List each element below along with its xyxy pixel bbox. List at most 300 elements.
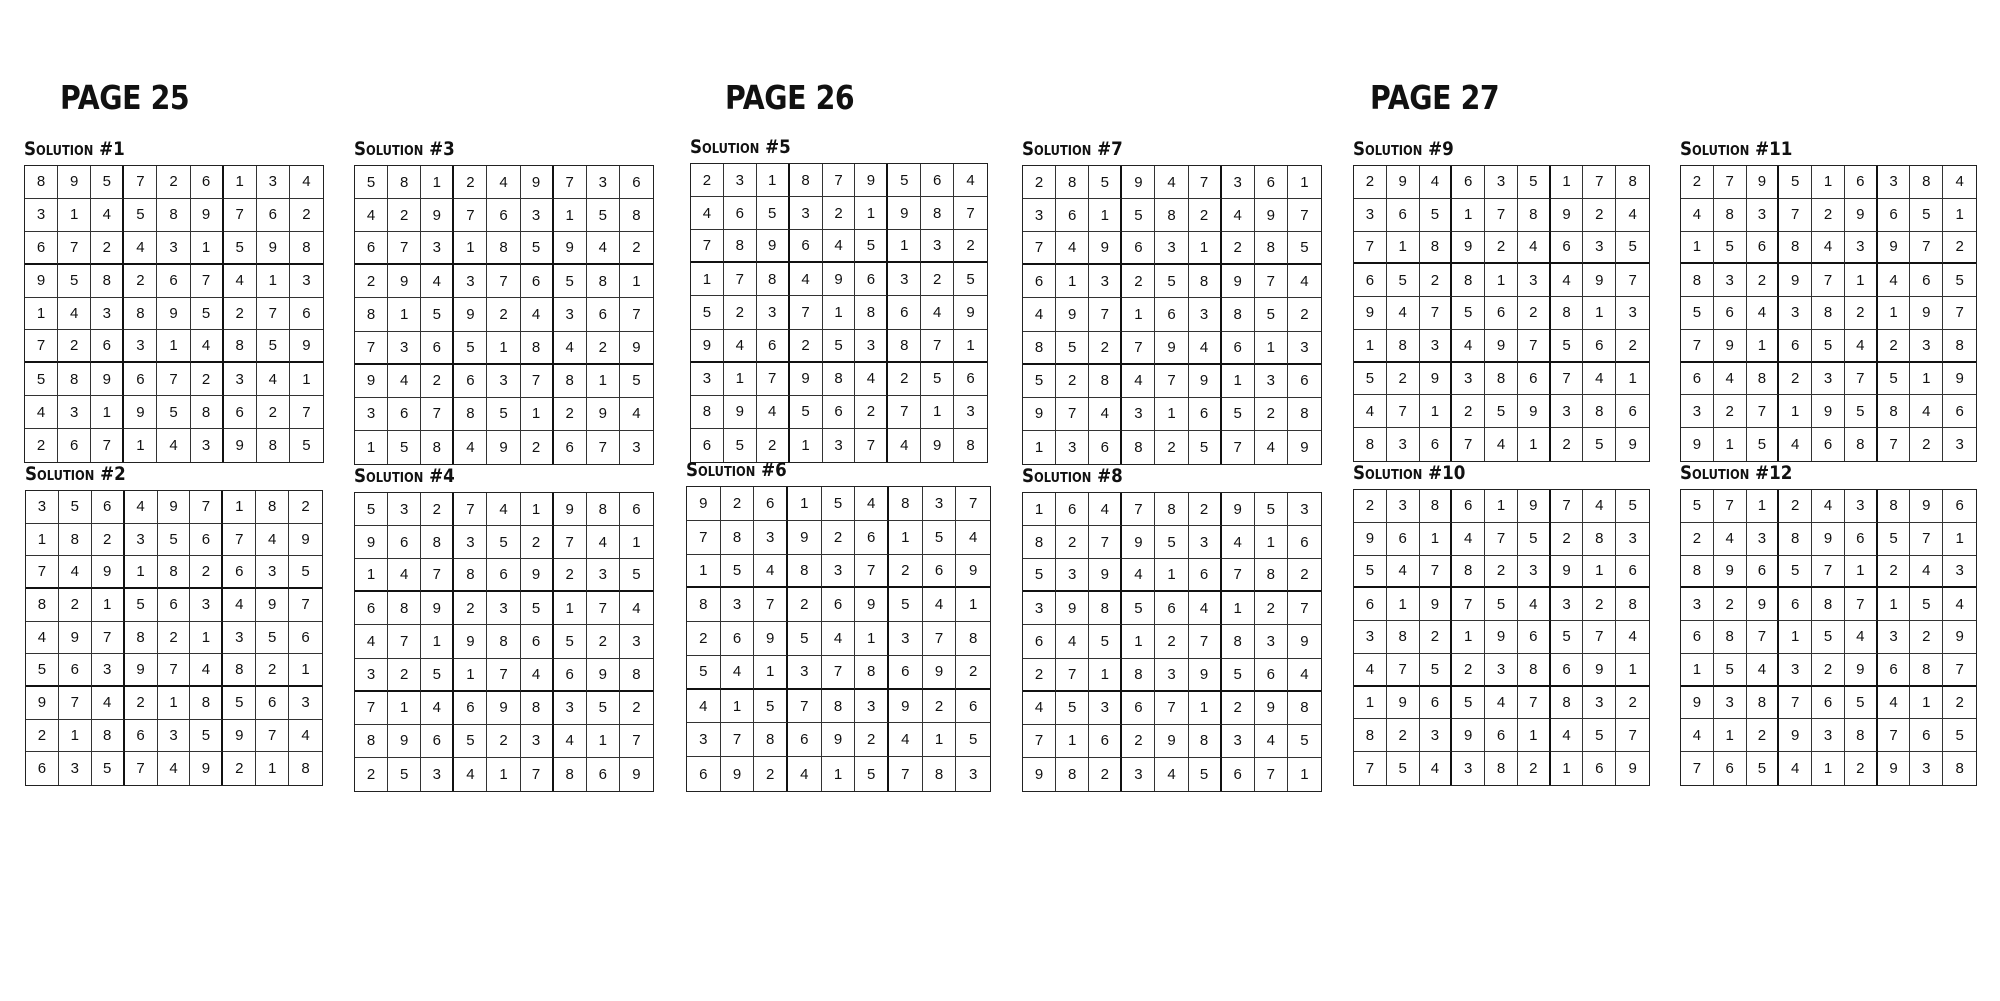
- grid-cell: 8: [1387, 621, 1420, 654]
- grid-cell: 3: [691, 363, 724, 396]
- grid-cell: 4: [855, 363, 888, 396]
- grid-cell: 3: [632, 438, 641, 456]
- grid-cell: 2: [1452, 395, 1485, 428]
- grid-cell: 3: [1222, 166, 1255, 199]
- grid-cell: 2: [1616, 330, 1649, 363]
- grid-cell: 5: [1452, 297, 1485, 330]
- grid-cell: 4: [487, 166, 520, 199]
- grid-cell: 6: [124, 363, 157, 396]
- grid-cell: 3: [587, 559, 620, 592]
- grid-cell: 5: [257, 330, 290, 363]
- grid-cell: 6: [788, 723, 822, 757]
- grid-cell: 7: [1288, 199, 1321, 232]
- grid-cell: 5: [1288, 232, 1321, 265]
- solution-title: Solution #12: [1680, 462, 1793, 484]
- grid-cell: 2: [256, 654, 289, 687]
- grid-cell: 1: [855, 197, 888, 230]
- grid-cell: 5: [487, 526, 520, 559]
- grid-cell: 7: [1878, 719, 1911, 752]
- grid-cell: 2: [521, 526, 554, 559]
- grid-cell: 4: [223, 589, 256, 622]
- grid-cell: 3: [620, 625, 653, 658]
- grid-cell: 2: [1779, 490, 1812, 523]
- grid-cell: 2: [1089, 332, 1122, 365]
- grid-cell: 9: [1255, 692, 1288, 725]
- grid-cell: 8: [355, 298, 388, 331]
- grid-cell: 9: [822, 723, 856, 757]
- grid-cell: 9: [1155, 725, 1188, 758]
- grid-cell: 3: [1714, 687, 1747, 720]
- solution-title: Solution #8: [1022, 465, 1123, 487]
- grid-cell: 7: [724, 263, 757, 296]
- grid-cell: 2: [1354, 166, 1387, 199]
- grid-cell: 9: [855, 164, 888, 197]
- grid-cell: 7: [454, 493, 487, 526]
- grid-cell: 2: [1189, 199, 1222, 232]
- grid-cell: 5: [620, 559, 653, 592]
- grid-cell: 1: [823, 296, 856, 329]
- grid-cell: 6: [1089, 431, 1122, 464]
- grid-cell: 6: [1551, 232, 1584, 265]
- grid-cell: 5: [1878, 523, 1911, 556]
- grid-cell: 9: [1943, 621, 1976, 654]
- grid-cell: 8: [388, 592, 421, 625]
- grid-cell: 5: [1056, 692, 1089, 725]
- grid-cell: 7: [1122, 493, 1155, 526]
- grid-cell: 9: [25, 265, 58, 298]
- grid-cell: 1: [388, 298, 421, 331]
- grid-cell: 7: [1255, 758, 1288, 791]
- grid-cell: 7: [59, 687, 92, 720]
- grid-cell: 4: [1845, 621, 1878, 654]
- grid-cell: 6: [1023, 625, 1056, 658]
- grid-cell: 3: [954, 396, 987, 429]
- grid-cell: 1: [1714, 719, 1747, 752]
- grid-cell: 7: [158, 654, 191, 687]
- grid-cell: 7: [355, 332, 388, 365]
- grid-cell: 2: [1485, 556, 1518, 589]
- grid-cell: 3: [855, 690, 889, 724]
- grid-cell: 6: [256, 687, 289, 720]
- grid-cell: 2: [1387, 719, 1420, 752]
- grid-cell: 4: [823, 230, 856, 263]
- grid-cell: 4: [1551, 719, 1584, 752]
- grid-cell: 4: [454, 758, 487, 791]
- grid-cell: 9: [1255, 199, 1288, 232]
- grid-cell: 9: [289, 524, 322, 557]
- grid-cell: 2: [1878, 330, 1911, 363]
- grid-cell: 7: [1222, 559, 1255, 592]
- grid-cell: 4: [724, 330, 757, 363]
- grid-cell: 3: [125, 524, 158, 557]
- grid-cell: 6: [921, 164, 954, 197]
- grid-cell: 2: [454, 166, 487, 199]
- grid-cell: 5: [355, 493, 388, 526]
- grid-cell: 1: [1089, 199, 1122, 232]
- grid-cell: 5: [1779, 556, 1812, 589]
- grid-cell: 4: [1812, 490, 1845, 523]
- grid-cell: 4: [1681, 199, 1714, 232]
- grid-cell: 1: [355, 559, 388, 592]
- grid-cell: 6: [1714, 297, 1747, 330]
- grid-cell: 7: [1616, 719, 1649, 752]
- grid-cell: 1: [1616, 654, 1649, 687]
- grid-cell: 2: [1089, 758, 1122, 791]
- grid-cell: 7: [1518, 687, 1551, 720]
- grid-cell: 1: [1518, 719, 1551, 752]
- grid-cell: 9: [1354, 523, 1387, 556]
- grid-cell: 1: [1910, 363, 1943, 396]
- grid-cell: 9: [91, 363, 124, 396]
- grid-cell: 2: [1189, 493, 1222, 526]
- grid-cell: 5: [1845, 395, 1878, 428]
- grid-cell: 3: [587, 166, 620, 199]
- solution-10: [1353, 462, 1650, 786]
- grid-cell: 5: [1255, 493, 1288, 526]
- grid-cell: 5: [1845, 687, 1878, 720]
- grid-cell: 7: [1485, 523, 1518, 556]
- grid-cell: 2: [754, 757, 788, 791]
- grid-cell: 3: [421, 232, 454, 265]
- grid-cell: 4: [1878, 264, 1911, 297]
- grid-cell: 9: [724, 396, 757, 429]
- grid-cell: 5: [59, 491, 92, 524]
- grid-cell: 4: [554, 332, 587, 365]
- grid-cell: 7: [1616, 264, 1649, 297]
- grid-cell: 2: [1714, 395, 1747, 428]
- grid-cell: 5: [1122, 199, 1155, 232]
- grid-cell: 4: [1222, 199, 1255, 232]
- grid-cell: 5: [757, 197, 790, 230]
- grid-cell: 9: [1023, 758, 1056, 791]
- grid-cell: 3: [1023, 199, 1056, 232]
- grid-cell: 8: [1812, 588, 1845, 621]
- grid-cell: 7: [1551, 490, 1584, 523]
- grid-cell: 2: [1222, 692, 1255, 725]
- grid-cell: 7: [487, 659, 520, 692]
- sudoku-grid: [354, 492, 654, 792]
- grid-cell: 6: [487, 199, 520, 232]
- grid-cell: 7: [1681, 330, 1714, 363]
- grid-cell: 9: [92, 556, 125, 589]
- grid-cell: 6: [26, 752, 59, 785]
- grid-cell: 8: [1089, 592, 1122, 625]
- grid-cell: 5: [1681, 490, 1714, 523]
- grid-cell: 2: [1943, 232, 1976, 265]
- grid-cell: 6: [687, 757, 721, 791]
- page-title-26: PAGE 26: [725, 78, 855, 117]
- grid-cell: 7: [1056, 398, 1089, 431]
- grid-cell: 9: [1551, 556, 1584, 589]
- grid-cell: 3: [1387, 428, 1420, 461]
- grid-cell: 6: [157, 265, 190, 298]
- grid-cell: 5: [388, 758, 421, 791]
- grid-cell: 3: [25, 199, 58, 232]
- grid-cell: 2: [1910, 621, 1943, 654]
- grid-cell: 8: [157, 199, 190, 232]
- grid-cell: 6: [1485, 719, 1518, 752]
- grid-cell: 8: [521, 692, 554, 725]
- grid-cell: 2: [855, 723, 889, 757]
- grid-cell: 9: [554, 493, 587, 526]
- grid-cell: 5: [587, 692, 620, 725]
- grid-cell: 3: [1155, 232, 1188, 265]
- grid-cell: 1: [158, 687, 191, 720]
- grid-cell: 2: [889, 555, 923, 589]
- grid-cell: 5: [1387, 752, 1420, 785]
- grid-cell: 7: [1089, 526, 1122, 559]
- grid-cell: 1: [1878, 297, 1911, 330]
- grid-cell: 3: [26, 491, 59, 524]
- grid-cell: 6: [1747, 232, 1780, 265]
- grid-cell: 3: [223, 622, 256, 655]
- grid-cell: 9: [1452, 719, 1485, 752]
- grid-cell: 1: [521, 493, 554, 526]
- grid-cell: 3: [1452, 363, 1485, 396]
- grid-cell: 3: [1056, 559, 1089, 592]
- grid-cell: 9: [1518, 395, 1551, 428]
- grid-cell: 3: [1812, 363, 1845, 396]
- grid-cell: 6: [1288, 526, 1321, 559]
- sudoku-grid: [1353, 165, 1650, 462]
- grid-cell: 1: [190, 622, 223, 655]
- grid-cell: 4: [1255, 431, 1288, 464]
- grid-cell: 8: [1387, 330, 1420, 363]
- grid-cell: 1: [1747, 330, 1780, 363]
- grid-cell: 2: [25, 429, 58, 462]
- grid-cell: 8: [554, 758, 587, 791]
- grid-cell: 5: [1714, 654, 1747, 687]
- grid-cell: 6: [1943, 490, 1976, 523]
- grid-cell: 7: [1452, 428, 1485, 461]
- grid-cell: 9: [788, 521, 822, 555]
- grid-cell: 7: [954, 197, 987, 230]
- grid-cell: 6: [1518, 363, 1551, 396]
- grid-cell: 7: [822, 656, 856, 690]
- grid-cell: 2: [620, 232, 653, 265]
- grid-cell: 6: [754, 487, 788, 521]
- grid-cell: 4: [190, 654, 223, 687]
- grid-cell: 7: [620, 725, 653, 758]
- sudoku-grid: [690, 163, 988, 463]
- grid-cell: 1: [1714, 428, 1747, 461]
- grid-cell: 5: [1910, 588, 1943, 621]
- grid-cell: 9: [754, 622, 788, 656]
- grid-cell: 6: [1616, 395, 1649, 428]
- grid-cell: 7: [554, 526, 587, 559]
- grid-cell: 6: [1616, 556, 1649, 589]
- grid-cell: 6: [521, 625, 554, 658]
- grid-cell: 5: [224, 232, 257, 265]
- grid-cell: 8: [388, 166, 421, 199]
- grid-cell: 4: [1354, 395, 1387, 428]
- page-title-27: PAGE 27: [1370, 78, 1500, 117]
- grid-cell: 4: [487, 493, 520, 526]
- grid-cell: 9: [1812, 523, 1845, 556]
- grid-cell: 5: [1616, 232, 1649, 265]
- grid-cell: 8: [1023, 526, 1056, 559]
- grid-cell: 6: [158, 589, 191, 622]
- grid-cell: 6: [388, 526, 421, 559]
- grid-cell: 9: [691, 330, 724, 363]
- grid-cell: 1: [1747, 490, 1780, 523]
- grid-cell: 9: [454, 298, 487, 331]
- grid-cell: 9: [59, 622, 92, 655]
- grid-cell: 7: [1222, 431, 1255, 464]
- grid-cell: 4: [554, 725, 587, 758]
- grid-cell: 4: [59, 556, 92, 589]
- grid-cell: 4: [1452, 523, 1485, 556]
- grid-cell: 4: [1878, 687, 1911, 720]
- grid-cell: 4: [1387, 297, 1420, 330]
- grid-cell: 8: [757, 263, 790, 296]
- grid-cell: 4: [355, 625, 388, 658]
- grid-cell: 8: [1288, 692, 1321, 725]
- grid-cell: 7: [1023, 725, 1056, 758]
- grid-cell: 1: [1122, 298, 1155, 331]
- grid-cell: 8: [1255, 232, 1288, 265]
- grid-cell: 2: [721, 487, 755, 521]
- grid-cell: 9: [1628, 436, 1637, 454]
- grid-cell: 8: [290, 232, 323, 265]
- grid-cell: 1: [91, 396, 124, 429]
- grid-cell: 1: [754, 656, 788, 690]
- grid-cell: 9: [388, 725, 421, 758]
- grid-cell: 2: [1122, 725, 1155, 758]
- grid-cell: 1: [1300, 765, 1309, 783]
- grid-cell: 1: [1222, 592, 1255, 625]
- grid-cell: 6: [59, 654, 92, 687]
- grid-cell: 3: [1518, 556, 1551, 589]
- grid-cell: 7: [587, 592, 620, 625]
- grid-cell: 6: [92, 491, 125, 524]
- grid-cell: 2: [1551, 523, 1584, 556]
- grid-cell: 3: [1023, 592, 1056, 625]
- grid-cell: 1: [554, 592, 587, 625]
- grid-cell: 6: [1812, 428, 1845, 461]
- grid-cell: 1: [855, 622, 889, 656]
- grid-cell: 8: [620, 199, 653, 232]
- grid-cell: 5: [421, 659, 454, 692]
- grid-cell: 8: [1518, 199, 1551, 232]
- solution-4: [354, 465, 654, 792]
- grid-cell: 2: [125, 687, 158, 720]
- grid-cell: 4: [790, 263, 823, 296]
- grid-cell: 4: [1583, 490, 1616, 523]
- grid-cell: 7: [1452, 588, 1485, 621]
- grid-cell: 7: [1485, 199, 1518, 232]
- grid-cell: 4: [355, 199, 388, 232]
- grid-cell: 7: [1583, 621, 1616, 654]
- grid-cell: 5: [1779, 166, 1812, 199]
- grid-cell: 7: [1681, 752, 1714, 785]
- grid-cell: 9: [421, 592, 454, 625]
- grid-cell: 1: [290, 363, 323, 396]
- grid-cell: 1: [923, 723, 957, 757]
- grid-cell: 5: [1023, 365, 1056, 398]
- grid-cell: 3: [1910, 752, 1943, 785]
- grid-cell: 5: [1155, 526, 1188, 559]
- grid-cell: 1: [388, 692, 421, 725]
- grid-cell: 6: [355, 592, 388, 625]
- grid-cell: 5: [721, 555, 755, 589]
- grid-cell: 8: [224, 330, 257, 363]
- grid-cell: 7: [1155, 365, 1188, 398]
- grid-cell: 1: [790, 429, 823, 462]
- grid-cell: 2: [923, 690, 957, 724]
- grid-cell: 5: [487, 398, 520, 431]
- grid-cell: 9: [1518, 490, 1551, 523]
- grid-cell: 9: [487, 431, 520, 464]
- grid-cell: 3: [1779, 654, 1812, 687]
- grid-cell: 3: [1845, 490, 1878, 523]
- grid-cell: 4: [92, 687, 125, 720]
- grid-cell: 9: [58, 166, 91, 199]
- grid-cell: 1: [25, 298, 58, 331]
- grid-cell: 8: [1878, 395, 1911, 428]
- grid-cell: 2: [1747, 264, 1780, 297]
- page-title-25: PAGE 25: [60, 78, 190, 117]
- grid-cell: 9: [1420, 363, 1453, 396]
- grid-cell: 3: [1420, 719, 1453, 752]
- grid-cell: 3: [790, 197, 823, 230]
- grid-cell: 4: [587, 526, 620, 559]
- grid-cell: 1: [1288, 166, 1321, 199]
- grid-cell: 1: [58, 199, 91, 232]
- grid-cell: 4: [1681, 719, 1714, 752]
- grid-cell: 2: [757, 429, 790, 462]
- grid-cell: 6: [190, 524, 223, 557]
- grid-cell: 4: [754, 555, 788, 589]
- grid-cell: 3: [754, 521, 788, 555]
- grid-cell: 4: [855, 487, 889, 521]
- grid-cell: 3: [1747, 199, 1780, 232]
- sudoku-grid: [1680, 165, 1977, 462]
- grid-cell: 2: [191, 363, 224, 396]
- grid-cell: 3: [1089, 692, 1122, 725]
- grid-cell: 6: [1681, 363, 1714, 396]
- grid-cell: 7: [25, 330, 58, 363]
- grid-cell: 9: [620, 332, 653, 365]
- grid-cell: 8: [822, 690, 856, 724]
- grid-cell: 2: [1812, 654, 1845, 687]
- grid-cell: 6: [888, 296, 921, 329]
- grid-cell: 7: [223, 524, 256, 557]
- grid-cell: 9: [1056, 298, 1089, 331]
- grid-cell: 7: [687, 521, 721, 555]
- solution-title: Solution #1: [24, 138, 125, 160]
- grid-cell: 5: [923, 521, 957, 555]
- grid-cell: 7: [355, 692, 388, 725]
- grid-cell: 1: [757, 164, 790, 197]
- grid-cell: 3: [388, 493, 421, 526]
- grid-cell: 7: [257, 298, 290, 331]
- grid-cell: 7: [1845, 363, 1878, 396]
- grid-cell: 7: [1420, 297, 1453, 330]
- grid-cell: 3: [290, 265, 323, 298]
- grid-cell: 7: [721, 723, 755, 757]
- grid-cell: 2: [1910, 428, 1943, 461]
- grid-cell: 2: [26, 720, 59, 753]
- grid-cell: 8: [487, 232, 520, 265]
- grid-cell: 6: [1387, 199, 1420, 232]
- grid-cell: 1: [224, 166, 257, 199]
- grid-cell: 1: [1616, 363, 1649, 396]
- grid-cell: 1: [1812, 752, 1845, 785]
- grid-cell: 9: [855, 588, 889, 622]
- grid-cell: 5: [921, 363, 954, 396]
- grid-cell: 3: [1255, 625, 1288, 658]
